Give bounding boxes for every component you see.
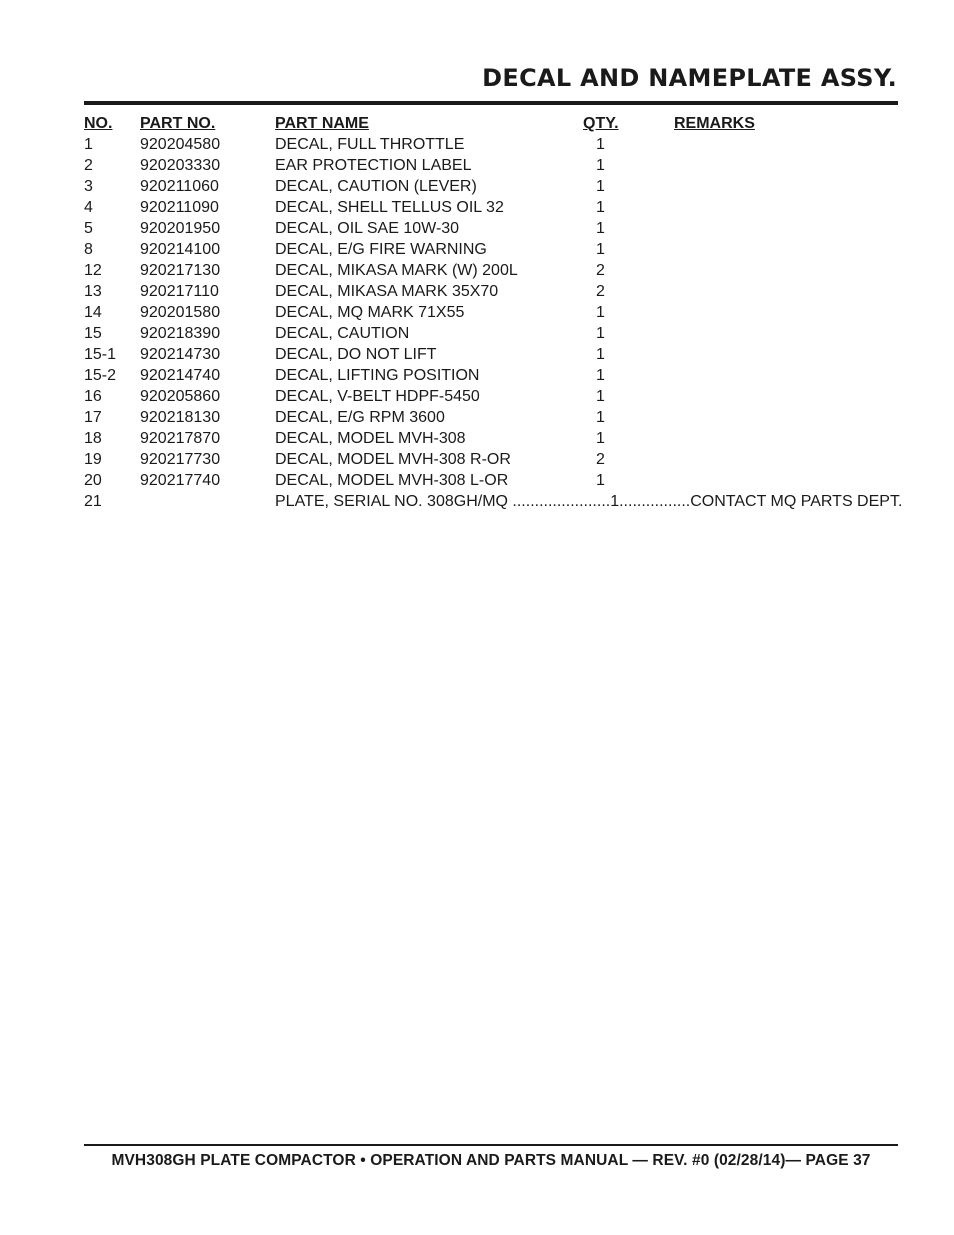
row-qty: 1: [596, 367, 605, 384]
footer-rule: [84, 1144, 898, 1146]
row-qty: 1: [596, 409, 605, 426]
row-part-name: DECAL, V-BELT HDPF-5450: [275, 388, 480, 405]
row-part-name: DECAL, LIFTING POSITION: [275, 367, 480, 384]
page-title: DECAL AND NAMEPLATE ASSY.: [482, 64, 897, 92]
row-part-no: 920214740: [140, 367, 221, 384]
row-part-name: DECAL, E/G FIRE WARNING: [275, 241, 487, 258]
row-no: 15-2: [84, 367, 117, 384]
row-part-name: DECAL, MIKASA MARK 35X70: [275, 283, 499, 300]
table-row: [84, 365, 898, 386]
row-part-no: 920217740: [140, 472, 221, 489]
row-part-no: 920217730: [140, 451, 221, 468]
row-qty: 1: [596, 136, 605, 153]
table-row: [84, 323, 898, 344]
table-row: [84, 344, 898, 365]
row-part-name: DECAL, MIKASA MARK (W) 200L: [275, 262, 518, 279]
table-row: [84, 155, 898, 176]
row-part-no: 920211090: [140, 199, 219, 216]
header-qty: QTY.: [583, 115, 619, 132]
header-no: NO.: [84, 115, 113, 132]
row-no: 15: [84, 325, 102, 342]
row-qty: 1: [596, 472, 605, 489]
row-name-with-remarks: PLATE, SERIAL NO. 308GH/MQ ......................1................CONTACT MQ PARTS DEPT.: [275, 493, 903, 510]
row-part-no: 920204580: [140, 136, 221, 153]
row-no: 2: [84, 157, 93, 174]
row-part-no: 920201950: [140, 220, 221, 237]
row-part-name: DECAL, CAUTION (LEVER): [275, 178, 477, 195]
row-no: 5: [84, 220, 93, 237]
row-qty: 1: [596, 304, 605, 321]
row-no: 18: [84, 430, 102, 447]
row-no: 21: [84, 493, 102, 510]
row-no: 13: [84, 283, 102, 300]
row-part-no: 920214100: [140, 241, 221, 258]
row-part-name: DECAL, MODEL MVH-308 R-OR: [275, 451, 511, 468]
table-row: [84, 218, 898, 239]
row-no: 8: [84, 241, 93, 258]
row-part-name: DECAL, CAUTION: [275, 325, 410, 342]
title-rule: [84, 101, 898, 105]
row-part-name: DECAL, MODEL MVH-308 L-OR: [275, 472, 509, 489]
page-footer: MVH308GH PLATE COMPACTOR • OPERATION AND PARTS MANUAL — REV. #0 (02/28/14)— PAGE 37: [111, 1152, 871, 1169]
table-row: [84, 239, 898, 260]
row-part-name: DECAL, MODEL MVH-308: [275, 430, 466, 447]
row-qty: 1: [596, 241, 605, 258]
row-part-name: DECAL, SHELL TELLUS OIL 32: [275, 199, 504, 216]
table-body: [84, 134, 898, 491]
row-qty: 2: [596, 262, 605, 279]
header-part-name: PART NAME: [275, 115, 369, 132]
row-no: 12: [84, 262, 102, 279]
table-row: [84, 449, 898, 470]
row-no: 19: [84, 451, 102, 468]
row-part-no: 920211060: [140, 178, 219, 195]
row-no: 14: [84, 304, 102, 321]
row-no: 20: [84, 472, 102, 489]
row-qty: 1: [596, 430, 605, 447]
row-part-no: 920203330: [140, 157, 221, 174]
row-part-name: DECAL, OIL SAE 10W-30: [275, 220, 460, 237]
row-part-name: DECAL, MQ MARK 71X55: [275, 304, 465, 321]
header-part-no: PART NO.: [140, 115, 216, 132]
table-row: [84, 491, 903, 512]
row-part-no: 920218390: [140, 325, 221, 342]
row-qty: 1: [596, 178, 605, 195]
table-row: [84, 470, 898, 491]
row-qty: 2: [596, 283, 605, 300]
row-part-no: 920201580: [140, 304, 221, 321]
row-qty: 1: [596, 157, 605, 174]
parts-table: [84, 113, 903, 512]
row-qty: 1: [596, 199, 605, 216]
table-row: [84, 428, 898, 449]
row-part-no: 920205860: [140, 388, 221, 405]
table-row: [84, 407, 898, 428]
row-part-no: 920217110: [140, 283, 219, 300]
table-row: [84, 386, 898, 407]
table-row: [84, 197, 898, 218]
row-part-name: EAR PROTECTION LABEL: [275, 157, 472, 174]
row-no: 1: [84, 136, 93, 153]
row-no: 15-1: [84, 346, 117, 363]
row-part-name: DECAL, FULL THROTTLE: [275, 136, 465, 153]
row-qty: 2: [596, 451, 605, 468]
table-row: [84, 176, 898, 197]
row-qty: 1: [596, 220, 605, 237]
row-no: 16: [84, 388, 102, 405]
row-qty: 1: [596, 388, 605, 405]
table-row: [84, 260, 898, 281]
row-qty: 1: [596, 346, 605, 363]
row-part-name: DECAL, E/G RPM 3600: [275, 409, 445, 426]
row-part-no: 920218130: [140, 409, 221, 426]
table-row: [84, 302, 898, 323]
row-no: 17: [84, 409, 102, 426]
table-header-row: [84, 113, 898, 134]
row-part-no: 920217870: [140, 430, 221, 447]
row-part-name: DECAL, DO NOT LIFT: [275, 346, 437, 363]
header-remarks: REMARKS: [674, 115, 755, 132]
row-part-no: 920214730: [140, 346, 221, 363]
table-row: [84, 134, 898, 155]
row-qty: 1: [596, 325, 605, 342]
table-row: [84, 281, 898, 302]
row-no: 3: [84, 178, 93, 195]
row-part-no: 920217130: [140, 262, 221, 279]
row-no: 4: [84, 199, 93, 216]
